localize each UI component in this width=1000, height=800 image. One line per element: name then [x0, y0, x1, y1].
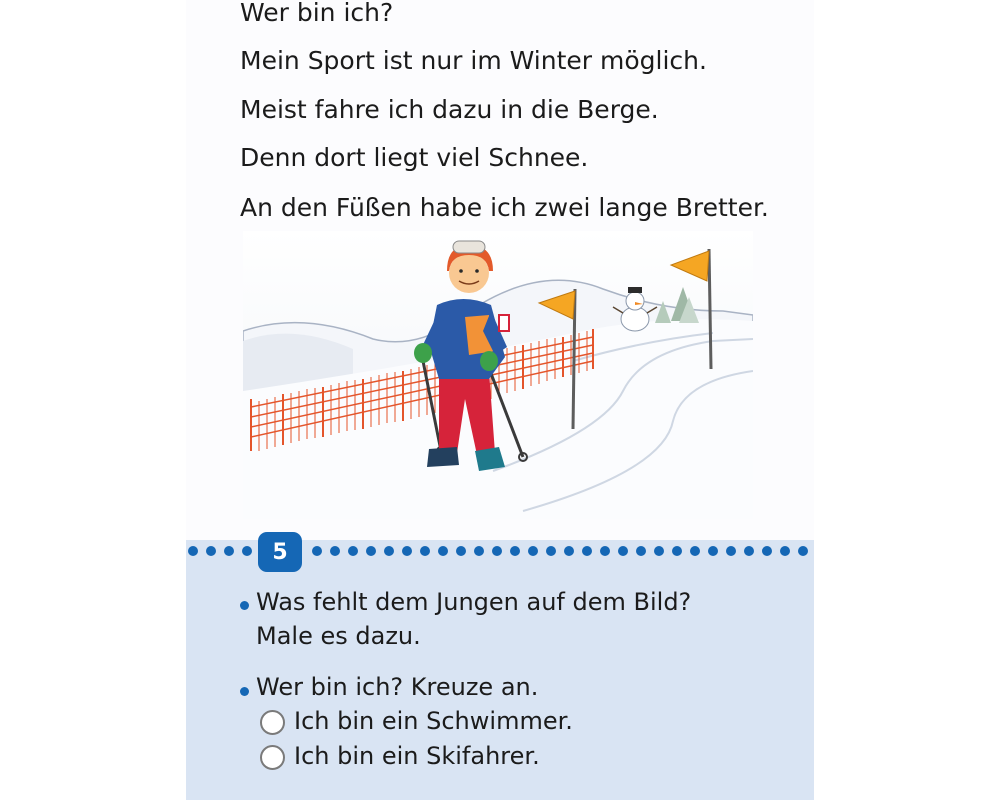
bullet-icon — [240, 687, 249, 696]
divider-dot — [420, 546, 430, 556]
divider-dot — [402, 546, 412, 556]
riddle-line-4: Denn dort liegt viel Schnee. — [240, 143, 589, 172]
bullet-icon — [240, 601, 249, 610]
divider-dot — [672, 546, 682, 556]
divider-dot — [636, 546, 646, 556]
divider-dot — [206, 546, 216, 556]
divider-dot — [224, 546, 234, 556]
task-number-badge: 5 — [258, 532, 302, 572]
divider-dot — [528, 546, 538, 556]
divider-dot — [780, 546, 790, 556]
divider-dot — [474, 546, 484, 556]
divider-dot — [744, 546, 754, 556]
divider-dot — [438, 546, 448, 556]
divider-dot — [798, 546, 808, 556]
divider-dot — [654, 546, 664, 556]
divider-dot — [456, 546, 466, 556]
divider-dot — [510, 546, 520, 556]
divider-dot — [726, 546, 736, 556]
divider-dot — [564, 546, 574, 556]
dotted-divider-left — [188, 546, 252, 556]
riddle-line-5: An den Füßen habe ich zwei lange Bretter. — [240, 193, 769, 222]
divider-dot — [708, 546, 718, 556]
riddle-line-2: Mein Sport ist nur im Winter möglich. — [240, 46, 707, 75]
instruction-1-line-2: Male es dazu. — [256, 622, 421, 650]
divider-dot — [546, 546, 556, 556]
option-skier-label[interactable]: Ich bin ein Skifahrer. — [294, 742, 540, 770]
divider-dot — [762, 546, 772, 556]
divider-dot — [690, 546, 700, 556]
divider-dot — [618, 546, 628, 556]
skier-illustration — [243, 231, 753, 519]
riddle-line-1: Wer bin ich? — [240, 0, 394, 27]
divider-dot — [582, 546, 592, 556]
option-swimmer-label[interactable]: Ich bin ein Schwimmer. — [294, 707, 573, 735]
dotted-divider-right — [312, 546, 808, 556]
radio-swimmer[interactable] — [260, 710, 285, 735]
instruction-1-line-1: Was fehlt dem Jungen auf dem Bild? — [256, 588, 692, 616]
divider-dot — [366, 546, 376, 556]
divider-dot — [242, 546, 252, 556]
riddle-line-3: Meist fahre ich dazu in die Berge. — [240, 95, 659, 124]
divider-dot — [384, 546, 394, 556]
divider-dot — [600, 546, 610, 556]
divider-dot — [330, 546, 340, 556]
divider-dot — [312, 546, 322, 556]
divider-dot — [492, 546, 502, 556]
divider-dot — [188, 546, 198, 556]
divider-dot — [348, 546, 358, 556]
radio-skier[interactable] — [260, 745, 285, 770]
instruction-2: Wer bin ich? Kreuze an. — [256, 673, 539, 701]
